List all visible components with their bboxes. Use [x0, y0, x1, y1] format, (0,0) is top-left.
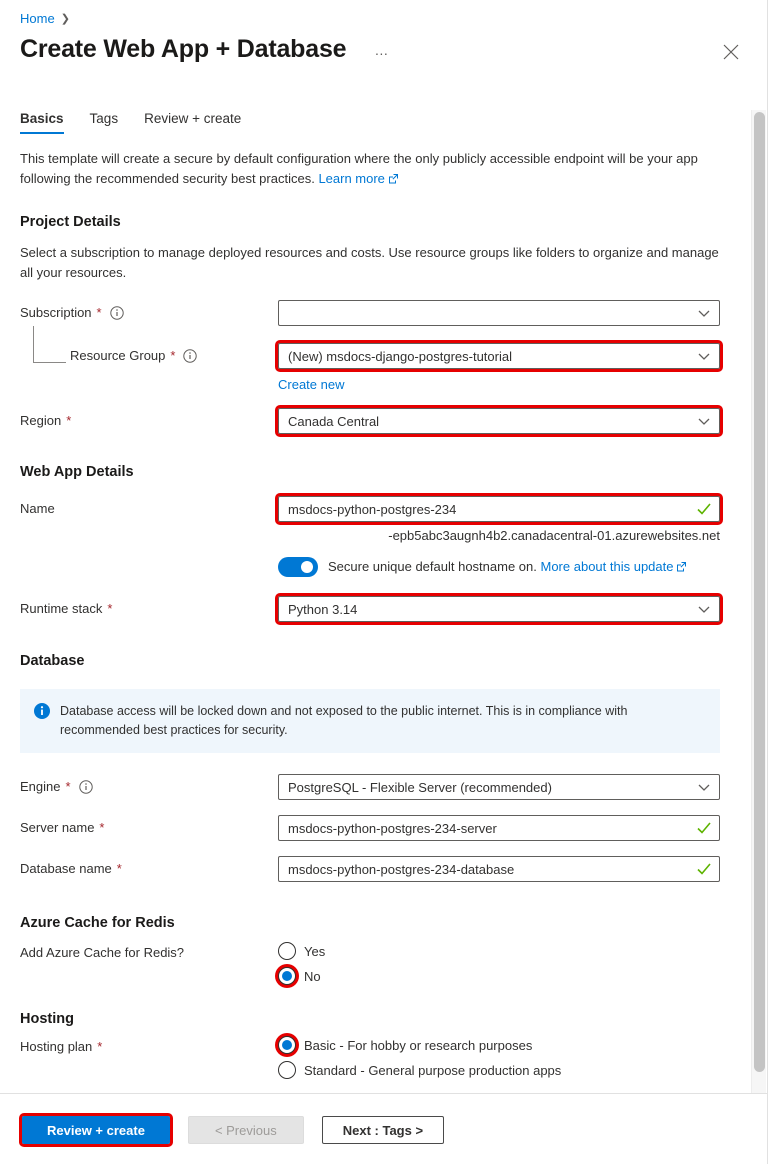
name-input[interactable] — [278, 496, 720, 522]
create-new-link[interactable]: Create new — [278, 377, 345, 392]
required-marker: * — [65, 779, 71, 794]
footer-bar — [0, 1093, 767, 1164]
redis-yes-radio[interactable] — [278, 942, 720, 960]
project-details-description: Select a subscription to manage deployed resources and costs. Use resource groups like folders to organize and manage all your resources. — [20, 245, 719, 280]
redis-no-radio[interactable] — [278, 967, 720, 985]
subscription-label: Subscription * — [20, 300, 278, 320]
region-label: Region * — [20, 413, 72, 428]
info-banner — [20, 689, 720, 753]
valid-check-icon — [697, 502, 711, 520]
resource-group-label: Resource Group * — [20, 343, 278, 363]
hosting-heading: Hosting — [20, 1011, 74, 1027]
database-name-input[interactable] — [278, 856, 720, 882]
engine-value: PostgreSQL - Flexible Server (recommended) — [288, 779, 552, 795]
engine-dropdown[interactable] — [278, 774, 720, 800]
required-marker: * — [170, 348, 176, 363]
web-app-details-heading: Web App Details — [20, 464, 134, 480]
valid-check-icon — [697, 821, 711, 839]
external-link-icon — [676, 560, 687, 575]
required-marker: * — [107, 601, 113, 616]
required-marker: * — [116, 861, 122, 876]
server-name-input[interactable] — [278, 815, 720, 841]
breadcrumb-home-link[interactable]: Home — [20, 11, 55, 26]
database-name-label: Database name * — [20, 861, 122, 876]
chevron-down-icon — [698, 349, 710, 364]
page-title: Create Web App + Database — [20, 35, 347, 63]
chevron-down-icon — [698, 414, 710, 429]
intro-text-body: This template will create a secure by default configuration where the only publicly accessible endpoint will be your app following the recommended security best practices. — [20, 151, 698, 186]
required-marker: * — [99, 820, 105, 835]
tab-tags[interactable]: Tags — [89, 111, 119, 126]
radio-icon — [278, 942, 296, 960]
resource-group-dropdown[interactable] — [278, 343, 720, 369]
chevron-down-icon — [698, 780, 710, 795]
next-tags-button[interactable]: Next : Tags > — [322, 1116, 444, 1144]
more-about-update-link[interactable]: More about this update — [540, 559, 674, 574]
runtime-stack-label: Runtime stack * — [20, 601, 113, 616]
info-icon[interactable] — [79, 780, 93, 794]
breadcrumb — [20, 0, 720, 26]
more-options-button[interactable]: … — [374, 41, 390, 58]
redis-no-label: No — [304, 968, 321, 984]
resource-group-value: (New) msdocs-django-postgres-tutorial — [288, 348, 512, 364]
redis-question-label: Add Azure Cache for Redis? — [20, 945, 185, 960]
info-icon — [34, 703, 50, 740]
region-value: Canada Central — [288, 413, 380, 429]
tab-bar — [20, 111, 720, 134]
hosting-standard-radio[interactable] — [278, 1061, 720, 1079]
required-marker: * — [96, 305, 102, 320]
chevron-right-icon: ❯ — [60, 13, 70, 25]
database-heading: Database — [20, 653, 85, 669]
hosting-basic-label: Basic - For hobby or research purposes — [304, 1037, 533, 1053]
hierarchy-connector — [33, 326, 66, 363]
runtime-stack-dropdown[interactable] — [278, 596, 720, 622]
radio-checked-icon — [278, 1036, 296, 1054]
subscription-dropdown[interactable] — [278, 300, 720, 326]
engine-label: Engine * — [20, 774, 278, 794]
secure-hostname-toggle[interactable] — [278, 557, 318, 577]
info-icon[interactable] — [110, 306, 124, 320]
review-create-button[interactable]: Review + create — [22, 1116, 170, 1144]
project-details-heading: Project Details — [20, 214, 121, 230]
learn-more-link[interactable]: Learn more — [318, 171, 385, 186]
previous-button[interactable]: < Previous — [188, 1116, 304, 1144]
name-label: Name — [20, 501, 55, 516]
hostname-suffix: -epb5abc3augnh4b2.canadacentral-01.azurewebsites.net — [388, 528, 720, 543]
hosting-standard-label: Standard - General purpose production apps — [304, 1062, 562, 1078]
close-icon[interactable] — [723, 44, 739, 60]
secure-hostname-text: Secure unique default hostname on. More about this update — [328, 559, 687, 575]
radio-icon — [278, 1061, 296, 1079]
valid-check-icon — [697, 862, 711, 880]
hosting-basic-radio[interactable] — [278, 1036, 720, 1054]
runtime-stack-value: Python 3.14 — [288, 601, 358, 617]
hosting-plan-label: Hosting plan * — [20, 1039, 103, 1054]
required-marker: * — [97, 1039, 103, 1054]
region-dropdown[interactable] — [278, 408, 720, 434]
info-icon[interactable] — [183, 349, 197, 363]
tab-review-create[interactable]: Review + create — [144, 111, 242, 126]
tab-basics[interactable]: Basics — [20, 111, 64, 134]
scrollbar-thumb[interactable] — [754, 112, 765, 1072]
scrollbar-track[interactable] — [751, 110, 766, 1093]
chevron-down-icon — [698, 306, 710, 321]
external-link-icon — [388, 170, 399, 190]
chevron-down-icon — [698, 602, 710, 617]
redis-heading: Azure Cache for Redis — [20, 915, 175, 931]
server-name-label: Server name * — [20, 820, 105, 835]
redis-yes-label: Yes — [304, 943, 326, 959]
radio-checked-icon — [278, 967, 296, 985]
intro-text — [20, 149, 720, 190]
required-marker: * — [66, 413, 72, 428]
info-banner-text: Database access will be locked down and not exposed to the public internet. This is in compliance with recommended best practices for security. — [60, 704, 628, 737]
